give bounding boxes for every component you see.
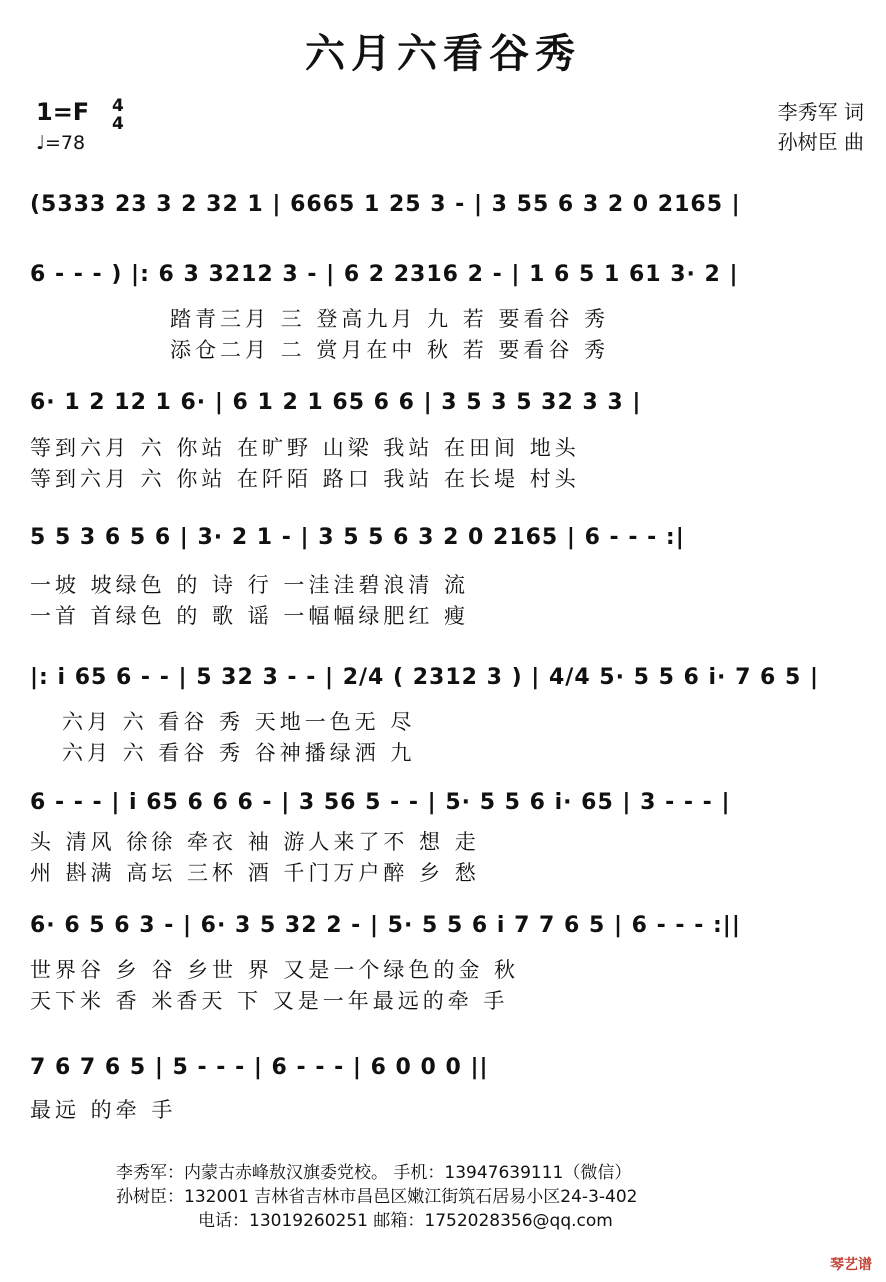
staff-2-notes: 6 - - - ) |: 6 3 3212 3 - | 6 2 2316 2 - | 1 6 5 1 61 3· 2 | [30,262,739,287]
staff-3-lyric-2: 等到六月 六 你站 在阡陌 路口 我站 在长堤 村头 [30,467,580,491]
tempo-marking: ♩=78 [36,132,86,154]
staff-3-notes: 6· 1 2 12 1 6· | 6 1 2 1 65 6 6 | 3 5 3 5 32 3 3 | [30,390,642,415]
staff-5-notes: |: i 65 6 - - | 5 32 3 - - | 2/4 ( 2312 3 ) | 4/4 5· 5 5 6 i· 7 6 5 | [30,665,820,690]
staff-7-lyric-2: 天下米 香 米香天 下 又是一年最远的牵 手 [30,989,509,1013]
staff-4-notes: 5 5 3 6 5 6 | 3· 2 1 - | 3 5 5 6 3 2 0 2165 | 6 - - - :| [30,525,685,550]
staff-3-lyric-1: 等到六月 六 你站 在旷野 山梁 我站 在田间 地头 [30,436,580,460]
staff-6-lyric-2: 州 斟满 高坛 三杯 酒 千门万户醉 乡 愁 [30,861,480,885]
brand-logo: 琴艺谱 [830,1257,872,1273]
staff-2-lyric-2: 添仓二月 二 赏月在中 秋 若 要看谷 秀 [170,338,610,362]
time-signature [112,97,124,133]
composer-credit: 孙树臣 曲 [777,130,864,154]
staff-6-lyric-1: 头 清风 徐徐 牵衣 袖 游人来了不 想 走 [30,830,480,854]
lyricist-credit: 李秀军 词 [777,100,864,124]
staff-6-notes: 6 - - - | i 65 6 6 6 - | 3 56 5 - - | 5· 5 5 6 i· 65 | 3 - - - | [30,790,731,815]
time-signature-top: 4 [112,96,124,116]
staff-1-notes: (5333 23 3 2 32 1 | 6665 1 25 3 - | 3 55 6 3 2 0 2165 | [30,192,741,217]
staff-5-lyric-2: 六月 六 看谷 秀 谷神播绿洒 九 [62,741,416,765]
staff-8-lyric-1: 最远 的牵 手 [30,1098,177,1122]
staff-4-lyric-1: 一坡 坡绿色 的 诗 行 一洼洼碧浪清 流 [30,573,470,597]
footer-line-3: 电话：13019260251 邮箱：1752028356@qq.com [198,1211,613,1231]
time-signature-bottom: 4 [112,114,124,134]
staff-5-lyric-1: 六月 六 看谷 秀 天地一色无 尽 [62,710,416,734]
staff-4-lyric-2: 一首 首绿色 的 歌 谣 一幅幅绿肥红 瘦 [30,604,470,628]
staff-8-notes: 7 6 7 6 5 | 5 - - - | 6 - - - | 6 0 0 0 || [30,1055,489,1080]
footer-line-2: 孙树臣：132001 吉林省吉林市昌邑区嫩江街筑石居易小区24-3-402 [116,1187,638,1207]
key-signature: 1=F [36,98,90,126]
page-title: 六月六看谷秀 [305,31,581,77]
staff-7-lyric-1: 世界谷 乡 谷 乡世 界 又是一个绿色的金 秋 [30,958,520,982]
footer-line-1: 李秀军：内蒙古赤峰敖汉旗委党校。 手机：13947639111（微信） [116,1163,632,1183]
staff-7-notes: 6· 6 5 6 3 - | 6· 3 5 32 2 - | 5· 5 5 6 i 7 7 6 5 | 6 - - - :|| [30,913,741,938]
staff-2-lyric-1: 踏青三月 三 登高九月 九 若 要看谷 秀 [170,307,610,331]
